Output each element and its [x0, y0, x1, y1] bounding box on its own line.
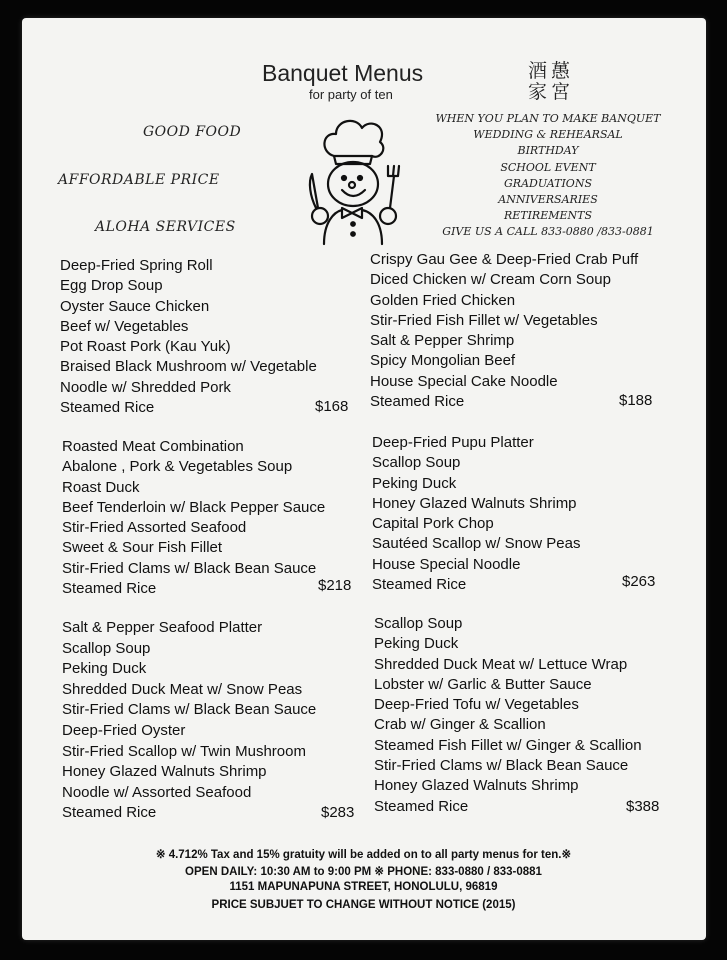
- menu-item: Crab w/ Ginger & Scallion: [374, 716, 546, 734]
- restaurant-logo: [528, 58, 574, 100]
- menu-item: Noodle w/ Assorted Seafood: [62, 783, 252, 801]
- menu-price: $263: [622, 573, 656, 590]
- menu-item: Shredded Duck Meat w/ Lettuce Wrap: [374, 655, 628, 673]
- menu-item: Capital Pork Chop: [372, 515, 494, 533]
- menu-item: Stir-Fried Assorted Seafood: [62, 519, 247, 537]
- events-line: SCHOOL EVENT: [500, 160, 596, 174]
- menu-item: Stir-Fried Clams w/ Black Bean Sauce: [62, 559, 317, 577]
- menu-item: Noodle w/ Shredded Pork: [60, 378, 231, 396]
- menu-item: Steamed Rice: [372, 576, 467, 594]
- menu-218: [62, 437, 325, 599]
- menu-item: House Special Cake Noodle: [370, 372, 558, 390]
- menu-item: Deep-Fried Pupu Platter: [372, 434, 534, 451]
- menu-item: Steamed Rice: [60, 399, 155, 417]
- menu-item: Deep-Fried Oyster: [62, 721, 186, 739]
- menu-item: Oyster Sauce Chicken: [60, 297, 210, 315]
- menu-item: Deep-Fried Spring Roll: [60, 257, 213, 274]
- menu-item: Peking Duck: [62, 660, 147, 678]
- menu-item: Scallop Soup: [372, 454, 461, 472]
- menu-item: Sweet & Sour Fish Fillet: [62, 539, 223, 557]
- menu-item: Peking Duck: [372, 474, 457, 492]
- menu-price: $388: [626, 798, 660, 815]
- menu-item: Steamed Fish Fillet w/ Ginger & Scallion: [374, 736, 642, 754]
- events-line: ANNIVERSARIES: [498, 193, 598, 207]
- menu-item: Peking Duck: [374, 635, 459, 653]
- menu-price: $188: [619, 392, 653, 409]
- menu-item: Roast Duck: [62, 478, 140, 496]
- menu-item: Steamed Rice: [370, 393, 465, 411]
- menu-item: Spicy Mongolian Beef: [370, 352, 516, 370]
- page-title: Banquet Menus: [262, 60, 424, 86]
- menu-388: [374, 614, 642, 817]
- menu-item: Stir-Fried Clams w/ Black Bean Sauce: [374, 757, 629, 775]
- menu-item: Lobster w/ Garlic & Butter Sauce: [374, 675, 592, 693]
- logo-char: 酒: [528, 60, 548, 82]
- menu-item: Pot Roast Pork (Kau Yuk): [60, 338, 231, 356]
- events-line: WEDDING & REHEARSAL: [473, 128, 623, 142]
- slogan-good-food: GOOD FOOD: [143, 124, 242, 140]
- menu-item: Diced Chicken w/ Cream Corn Soup: [370, 271, 611, 289]
- events-line: BIRTHDAY: [517, 144, 579, 158]
- logo-char: 家: [528, 81, 548, 100]
- menu-item: Beef Tenderloin w/ Black Pepper Sauce: [62, 498, 326, 516]
- menu-item: Stir-Fried Scallop w/ Twin Mushroom: [62, 742, 306, 760]
- events-line: WHEN YOU PLAN TO MAKE BANQUET: [435, 112, 661, 125]
- page-subtitle: for party of ten: [309, 87, 393, 102]
- logo-char: 𦽳: [551, 60, 571, 82]
- footer-address: 1151 MAPUNAPUNA STREET, HONOLULU, 96819: [229, 881, 498, 893]
- menu-item: Scallop Soup: [62, 639, 151, 657]
- menu-item: Beef w/ Vegetables: [60, 317, 189, 335]
- menu-item: Honey Glazed Walnuts Shrimp: [62, 763, 267, 781]
- menu-item: Honey Glazed Walnuts Shrimp: [374, 777, 579, 795]
- menu-price: $168: [315, 398, 349, 415]
- events-line: GRADUATIONS: [504, 176, 592, 190]
- menu-item: Braised Black Mushroom w/ Vegetable: [60, 358, 317, 376]
- menu-263: [372, 433, 580, 595]
- footer-hours-phone: OPEN DAILY: 10:30 AM to 9:00 PM ※ PHONE: 833-0880 / 833-0881: [185, 866, 542, 878]
- menu-price: $283: [321, 804, 355, 821]
- slogan-affordable-price: AFFORDABLE PRICE: [58, 172, 220, 188]
- menu-item: Egg Drop Soup: [60, 277, 163, 295]
- chef-illustration: [298, 112, 410, 248]
- slogan-aloha-services: ALOHA SERVICES: [95, 219, 236, 235]
- menu-item: Salt & Pepper Seafood Platter: [62, 619, 263, 636]
- menu-item: Steamed Rice: [62, 804, 157, 822]
- logo-char: 宮: [551, 81, 571, 100]
- menu-item: Deep-Fried Tofu w/ Vegetables: [374, 696, 579, 714]
- menu-item: Salt & Pepper Shrimp: [370, 332, 515, 350]
- menu-item: House Special Noodle: [372, 555, 521, 573]
- menu-item: Sautéed Scallop w/ Snow Peas: [372, 535, 581, 553]
- events-line: GIVE US A CALL 833-0880 /833-0881: [442, 225, 654, 239]
- menu-item: Golden Fried Chicken: [370, 291, 516, 309]
- menu-item: Honey Glazed Walnuts Shrimp: [372, 494, 577, 512]
- menu-item: Steamed Rice: [374, 797, 469, 815]
- menu-item: Shredded Duck Meat w/ Snow Peas: [62, 680, 303, 698]
- events-line: RETIREMENTS: [503, 209, 593, 223]
- menu-168: [60, 256, 317, 418]
- menu-item: Stir-Fried Clams w/ Black Bean Sauce: [62, 701, 317, 719]
- menu-188: [370, 250, 638, 412]
- menu-item: Roasted Meat Combination: [62, 438, 244, 455]
- menu-item: Scallop Soup: [374, 615, 463, 632]
- menu-price: $218: [318, 577, 352, 594]
- menu-item: Steamed Rice: [62, 580, 157, 598]
- events-list: [428, 111, 668, 241]
- menu-item: Stir-Fried Fish Fillet w/ Vegetables: [370, 311, 598, 329]
- menu-item: Crispy Gau Gee & Deep-Fried Crab Puff: [370, 251, 639, 268]
- footer-price-notice: PRICE SUBJUET TO CHANGE WITHOUT NOTICE (2015): [211, 899, 516, 911]
- footer-tax-note: ※ 4.712% Tax and 15% gratuity will be added on to all party menus for ten.※: [155, 849, 572, 861]
- menu-item: Abalone , Pork & Vegetables Soup: [62, 458, 293, 476]
- menu-283: [62, 618, 316, 824]
